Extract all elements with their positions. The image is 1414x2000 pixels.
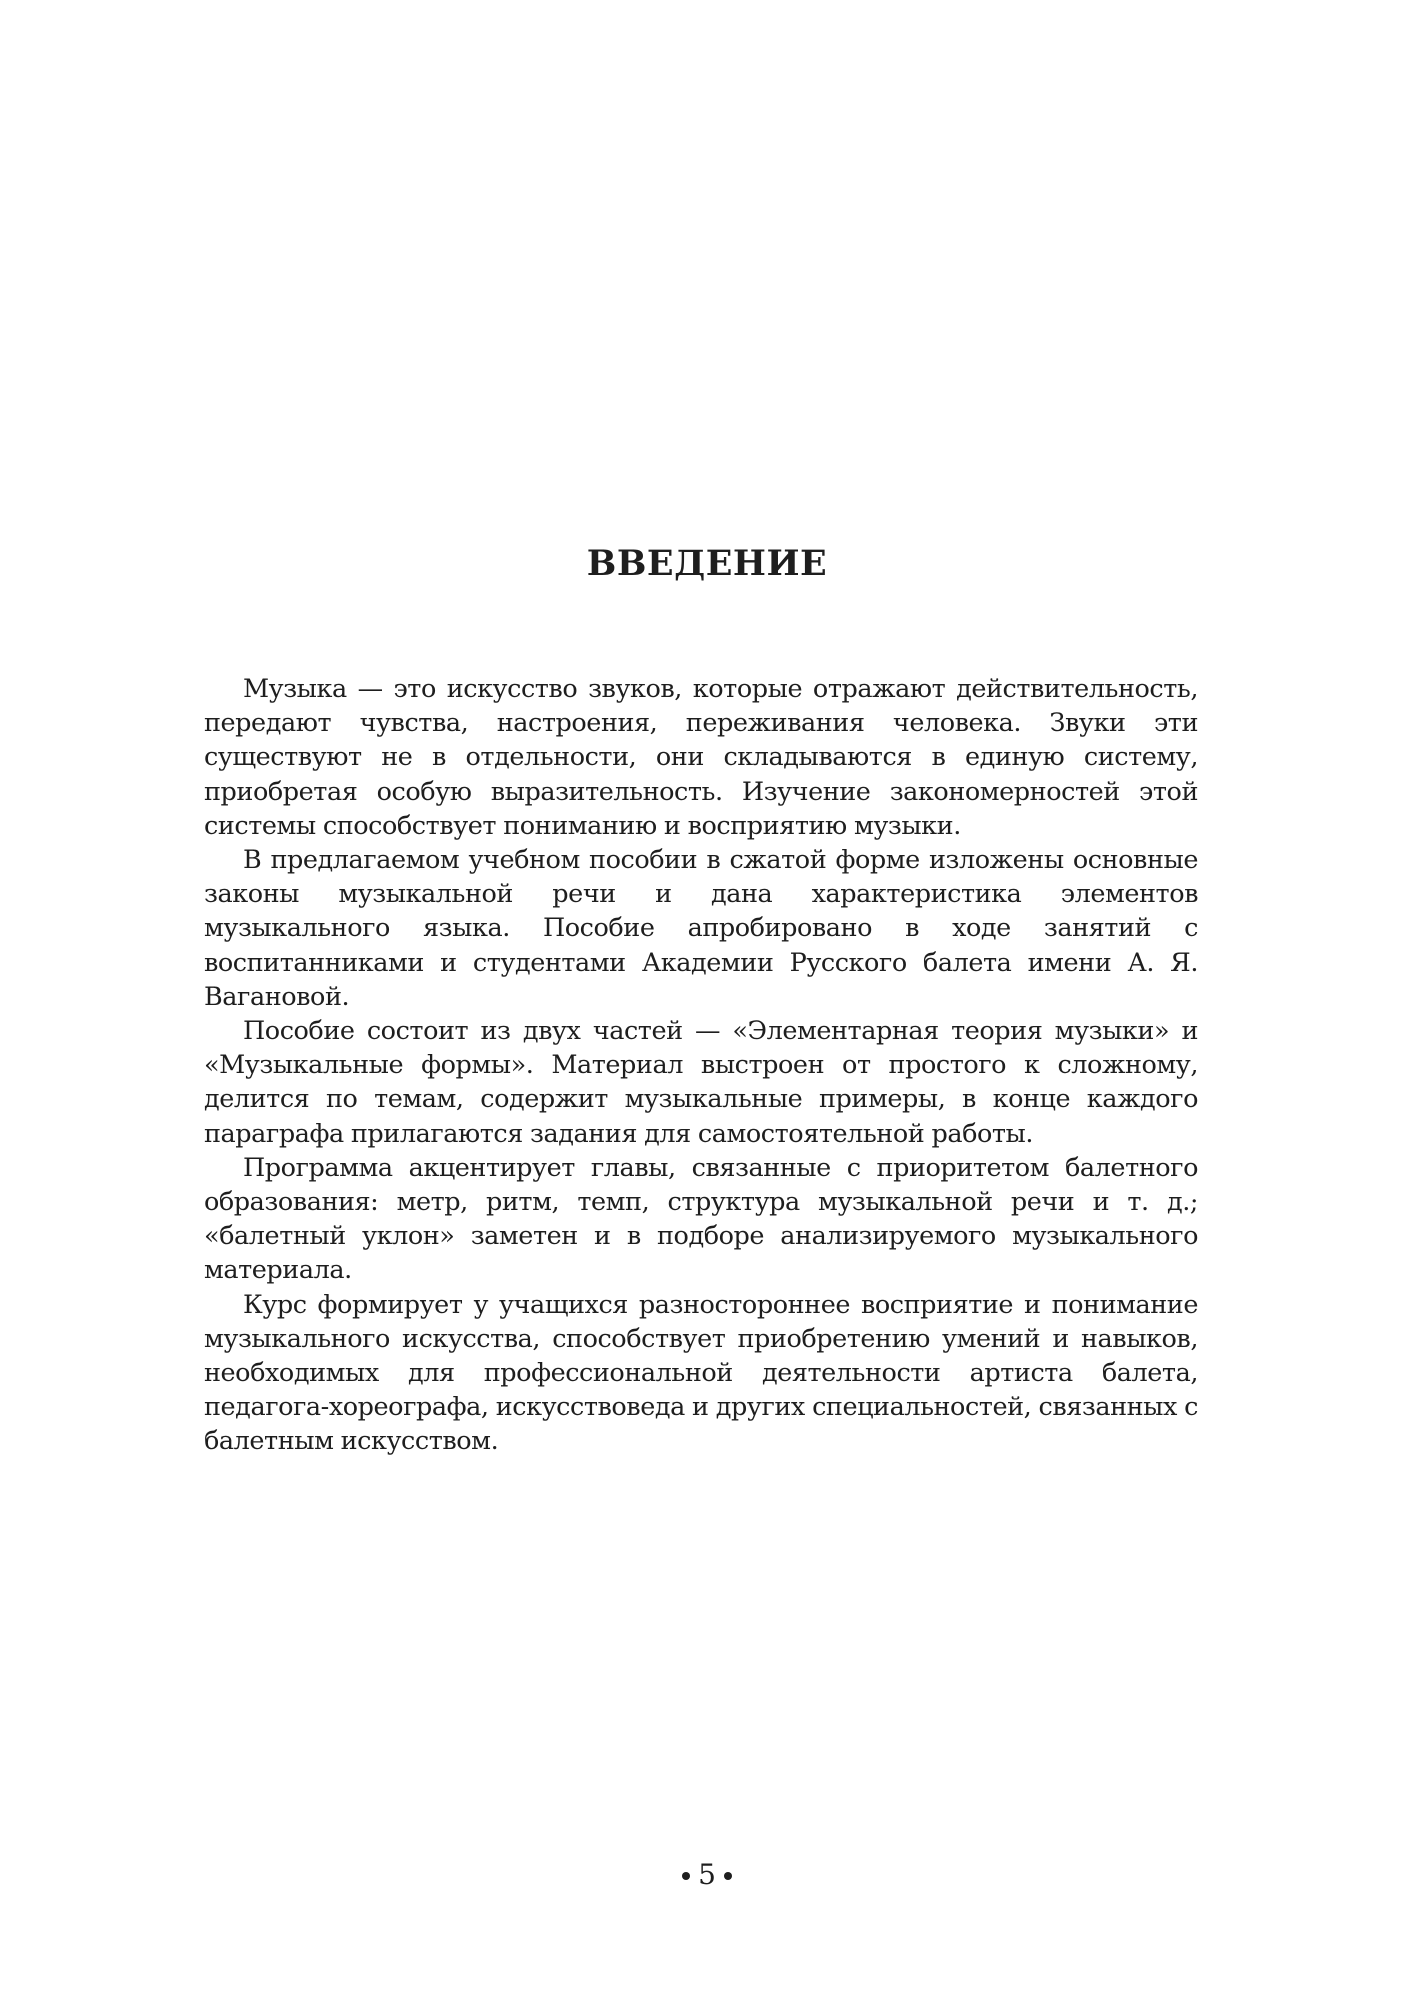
paragraph: В предлагаемом учебном пособии в сжатой форме изложены основные законы музыкальной речи и дана характеристика элементов музыкального языка. Пособие апробировано в ходе занятий с воспитанниками и студентами Академии Русского балета имени А. Я. Вагановой. bbox=[204, 845, 1198, 1012]
page-number: 5 bbox=[698, 1858, 716, 1891]
paragraph: Курс формирует у учащихся разностороннее восприятие и понимание музыкального искусства, способствует приобретению умений и навыков, необходимых для профессиональной деятельности артиста балета, педагога-хореографа, искусствоведа и других специальностей, связанных с балетным искусством. bbox=[204, 1289, 1198, 1457]
paragraph: Программа акцентирует главы, связанные с приоритетом балетного образования: метр, ритм, темп, структура музыкальной речи и т. д.; «балетный уклон» заметен и в подборе анализируемого музыкального материала. bbox=[204, 1152, 1198, 1286]
page-title: ВВЕДЕНИЕ bbox=[586, 543, 828, 584]
bullet-dot-icon bbox=[682, 1872, 690, 1880]
page-number-footer bbox=[0, 1858, 1414, 1891]
paragraph: Музыка — это искусство звуков, которые отражают действительность, передают чувства, настроения, переживания человека. Звуки эти существуют не в отдельности, они складываются в единую систему, приобретая особую выразительность. Изучение закономерностей этой системы способствует пониманию и восприятию музыки. bbox=[204, 674, 1198, 841]
paragraph: Пособие состоит из двух частей — «Элементарная теория музыки» и «Музыкальные формы». Материал выстроен от простого к сложному, делится по темам, содержит музыкальные примеры, в конце каждого параграфа прилагаются задания для самостоятельной работы. bbox=[204, 1016, 1198, 1149]
bullet-dot-icon bbox=[724, 1872, 732, 1880]
body-text bbox=[204, 672, 1198, 1459]
